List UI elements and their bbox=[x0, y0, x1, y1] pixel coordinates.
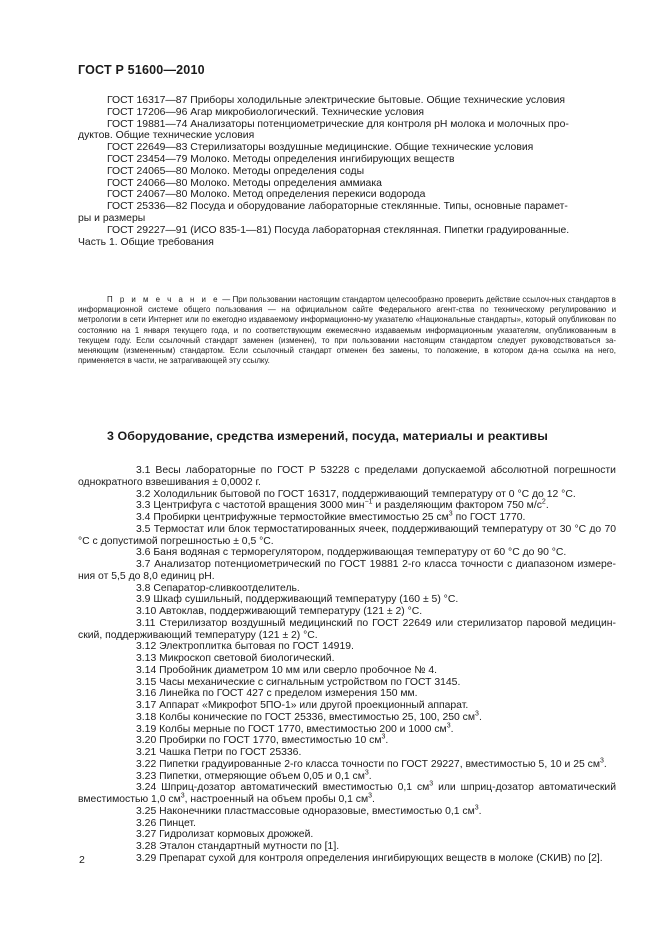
item-number: 3.16 bbox=[136, 688, 157, 700]
equipment-item bbox=[78, 829, 616, 841]
item-text: по ГОСТ 1770. bbox=[452, 512, 526, 523]
item-text: Препарат сухой для контроля определения ингибирующих веществ в молоке (СКИВ) по [2]. bbox=[159, 852, 603, 864]
equipment-item bbox=[78, 735, 616, 747]
superscript: 3 bbox=[448, 510, 453, 518]
item-text: Центрифуга с частотой вращения 3000 мин bbox=[153, 500, 365, 512]
equipment-item bbox=[78, 500, 616, 512]
superscript: 3 bbox=[180, 792, 185, 800]
equipment-item bbox=[78, 594, 616, 606]
equipment-item bbox=[78, 677, 616, 689]
page-number: 2 bbox=[79, 854, 85, 866]
item-number: 3.12 bbox=[136, 641, 157, 653]
item-text: . bbox=[368, 770, 372, 782]
item-number: 3.14 bbox=[136, 664, 157, 676]
superscript: 2 bbox=[541, 498, 546, 506]
note-paragraph bbox=[78, 295, 616, 366]
superscript: 3 bbox=[429, 780, 434, 788]
item-text: Пипетки градуированные 2-го класса точности по ГОСТ 29227, вместимостью 5, 10 и 25 см bbox=[159, 758, 601, 770]
item-text: Баня водяная с терморегулятором, поддерживающая температуру от 60 °С до 90 °С. bbox=[153, 547, 567, 559]
note-label: П р и м е ч а н и е bbox=[107, 295, 220, 304]
item-number: 3.15 bbox=[136, 676, 157, 688]
equipment-item bbox=[78, 818, 616, 830]
item-number: 3.10 bbox=[136, 606, 157, 617]
equipment-item bbox=[78, 724, 616, 736]
superscript: 3 bbox=[474, 804, 479, 812]
equipment-item bbox=[78, 547, 616, 559]
item-text: Колбы мерные по ГОСТ 1770, вместимостью 200 и 1000 см bbox=[159, 723, 447, 735]
item-number: 3.7 bbox=[136, 559, 151, 570]
item-number: 3.20 bbox=[136, 735, 157, 747]
item-text: Линейка по ГОСТ 427 с пределом измерения 150 мм. bbox=[159, 688, 418, 700]
equipment-item bbox=[78, 653, 616, 665]
item-text: Шкаф сушильный, поддерживающий температуру (160 ± 5) °С. bbox=[153, 594, 459, 606]
equipment-item bbox=[78, 782, 616, 806]
item-text: Сепаратор-сливкоотделитель. bbox=[153, 582, 300, 594]
item-number: 3.6 bbox=[136, 547, 151, 559]
item-number: 3.3 bbox=[136, 500, 151, 512]
equipment-item bbox=[78, 665, 616, 677]
item-number: 3.9 bbox=[136, 594, 151, 606]
superscript: 3 bbox=[381, 733, 386, 741]
reference-line: Часть 1. Общие требования bbox=[78, 236, 214, 248]
item-number: 3.8 bbox=[136, 582, 151, 594]
equipment-item bbox=[78, 747, 616, 759]
item-text: Пинцет. bbox=[159, 817, 196, 829]
item-number: 3.24 bbox=[136, 782, 157, 794]
reference-line: ГОСТ 19881—74 Анализаторы потенциометрические для контроля рН молока и молочных про- bbox=[107, 118, 569, 130]
item-text: Электроплитка бытовая по ГОСТ 14919. bbox=[159, 641, 354, 653]
superscript: 3 bbox=[446, 722, 451, 730]
equipment-item bbox=[78, 489, 616, 501]
equipment-item bbox=[78, 688, 616, 700]
equipment-list bbox=[78, 465, 616, 865]
item-text: . bbox=[450, 723, 454, 735]
item-text: Холодильник бытовой по ГОСТ 16317, поддерживающий температуру от 0 °С до 12 °С. bbox=[153, 488, 576, 500]
item-text: . bbox=[478, 805, 482, 817]
superscript: 3 bbox=[600, 757, 604, 765]
item-text: Микроскоп световой биологический. bbox=[159, 653, 335, 664]
item-text: . bbox=[372, 794, 375, 805]
item-number: 3.2 bbox=[136, 488, 151, 500]
item-text: Чашка Петри по ГОСТ 25336. bbox=[159, 747, 302, 758]
item-text: . bbox=[603, 758, 607, 770]
item-number: 3.4 bbox=[136, 512, 151, 523]
equipment-item bbox=[78, 559, 616, 583]
reference-line: ГОСТ 25336—82 Посуда и оборудование лабораторные стеклянные. Типы, основные парамет- bbox=[107, 201, 568, 213]
item-number: 3.11 bbox=[136, 617, 156, 629]
reference-line: ГОСТ 23454—79 Молоко. Методы определения ингибирующих веществ bbox=[107, 153, 455, 165]
item-number: 3.23 bbox=[136, 770, 157, 782]
reference-line: ГОСТ 24067—80 Молоко. Метод определения перекиси водорода bbox=[107, 189, 426, 201]
equipment-item bbox=[78, 712, 616, 724]
item-text: Шприц-дозатор автоматический вместимостью 0,1 см bbox=[161, 782, 430, 794]
item-text: Весы лабораторные по ГОСТ Р 53228 с пределами допускаемой абсолютной погрешности однократного взвешивания ± 0,0002 г. bbox=[78, 465, 616, 488]
reference-line: ГОСТ 29227—91 (ИСО 835-1—81) Посуда лабораторная стеклянная. Пипетки градуированные. bbox=[107, 224, 570, 236]
item-text: Пробирки по ГОСТ 1770, вместимостью 10 см bbox=[159, 735, 382, 747]
superscript: 3 bbox=[364, 769, 369, 777]
equipment-item bbox=[78, 853, 616, 865]
item-text: Анализатор потенциометрический по ГОСТ 19881 2-го класса точности с диапазоном измере-ния от 5,5 до 8,0 единиц рН. bbox=[78, 559, 616, 582]
equipment-item bbox=[78, 465, 616, 489]
item-text: Наконечники пластмассовые одноразовые, вместимостью 0,1 см bbox=[159, 805, 475, 817]
equipment-item bbox=[78, 606, 616, 618]
equipment-item bbox=[78, 512, 616, 524]
item-text: и разделяющим фактором 750 м/с bbox=[372, 500, 542, 512]
item-number: 3.29 bbox=[136, 852, 157, 864]
item-number: 3.5 bbox=[136, 523, 151, 535]
reference-line: ГОСТ 17206—96 Агар микробиологический. Технические условия bbox=[107, 106, 425, 118]
note-text: — При пользовании настоящим стандартом целесообразно проверить действие ссылоч-ных стандартов в информационной системе общего пользования — на официальном сайте Федерального агент-ства по техническому регулированию и метрологии в сети Интернет или по ежегодно издаваемому информационно-му указателю «Национальные стандарты», который опубликован по состоянию на 1 января текущего года, и по соответствующим ежемесячно издаваемым информационным указателям, опубликованным в текущем году. Если ссылочный стандарт заменен (изменен), то при пользовании настоящим стандартом следует руководствоваться за-меняющим (измененным) стандартом. Если ссылочный стандарт отменен без замены, то положение, в котором да-на ссылка на него, применяется в части, не затрагивающей эту ссылку. bbox=[78, 295, 617, 366]
item-text: или шприц-дозатор автоматический вместимостью 1,0 см bbox=[78, 782, 616, 805]
section-title: 3 Оборудование, средства измерений, посуда, материалы и реактивы bbox=[107, 429, 548, 443]
item-number: 3.22 bbox=[136, 758, 157, 770]
equipment-item bbox=[78, 759, 616, 771]
item-text: Термостат или блок термостатированных ячеек, поддерживающий температуру от 30 °С до 70 °С с допустимой погрешностью ± 0,5 °С. bbox=[78, 523, 616, 547]
reference-line: ГОСТ 24066—80 Молоко. Методы определения аммиака bbox=[107, 177, 382, 189]
document-header: ГОСТ Р 51600—2010 bbox=[78, 63, 205, 77]
reference-line: ры и размеры bbox=[78, 212, 146, 224]
reference-line: ГОСТ 24065—80 Молоко. Методы определения соды bbox=[107, 165, 365, 177]
item-text: , настроенный на объем пробы 0,1 см bbox=[184, 794, 369, 805]
item-number: 3.18 bbox=[136, 711, 157, 723]
reference-line: ГОСТ 16317—87 Приборы холодильные электрические бытовые. Общие технические условия bbox=[107, 95, 566, 106]
reference-line: дуктов. Общие технические условия bbox=[78, 130, 255, 142]
reference-line: ГОСТ 22649—83 Стерилизаторы воздушные медицинские. Общие технические условия bbox=[107, 142, 534, 154]
item-text: Колбы конические по ГОСТ 25336, вместимостью 25, 100, 250 см bbox=[159, 711, 476, 723]
item-number: 3.27 bbox=[136, 829, 157, 841]
item-text: Эталон стандартный мутности по [1]. bbox=[159, 841, 340, 852]
equipment-item bbox=[78, 583, 616, 595]
item-text: . bbox=[545, 500, 549, 512]
equipment-item bbox=[78, 618, 616, 642]
item-number: 3.19 bbox=[136, 723, 157, 735]
item-text: Гидролизат кормовых дрожжей. bbox=[159, 829, 314, 841]
item-text: Пипетки, отмеряющие объем 0,05 и 0,1 см bbox=[159, 770, 365, 782]
superscript: −1 bbox=[364, 498, 373, 506]
item-text: . bbox=[478, 711, 482, 723]
item-text: . bbox=[385, 735, 389, 747]
item-number: 3.17 bbox=[136, 700, 157, 711]
equipment-item bbox=[78, 641, 616, 653]
equipment-item bbox=[78, 524, 616, 548]
item-number: 3.21 bbox=[136, 747, 157, 758]
equipment-item bbox=[78, 806, 616, 818]
normative-references-list bbox=[78, 95, 616, 248]
equipment-item bbox=[78, 700, 616, 712]
item-text: Автоклав, поддерживающий температуру (121 ± 2) °С. bbox=[159, 606, 423, 617]
item-number: 3.13 bbox=[136, 653, 157, 664]
item-number: 3.28 bbox=[136, 841, 157, 852]
item-text: Пробирки центрифужные термостойкие вместимостью 25 см bbox=[153, 512, 449, 523]
equipment-item bbox=[78, 771, 616, 783]
superscript: 3 bbox=[475, 710, 479, 718]
item-number: 3.25 bbox=[136, 805, 157, 817]
superscript: 3 bbox=[368, 792, 373, 800]
equipment-item bbox=[78, 841, 616, 853]
item-number: 3.1 bbox=[136, 465, 151, 476]
item-text: Стерилизатор воздушный медицинский по ГОСТ 22649 или стерилизатор паровой медицин-ский, поддерживающий температуру (121 ± 2) °С. bbox=[78, 617, 617, 641]
item-text: Пробойник диаметром 10 мм или сверло пробочное № 4. bbox=[159, 664, 438, 676]
item-number: 3.26 bbox=[136, 817, 157, 829]
item-text: Аппарат «Микрофот 5ПО-1» или другой проекционный аппарат. bbox=[159, 700, 469, 711]
item-text: Часы механические с сигнальным устройством по ГОСТ 3145. bbox=[159, 676, 461, 688]
